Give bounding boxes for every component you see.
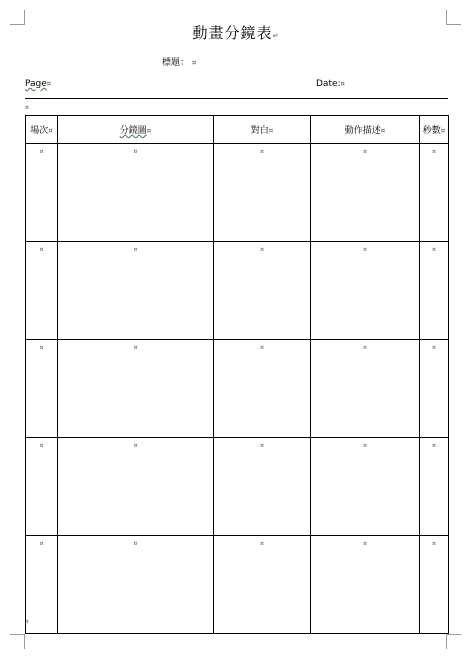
date-field[interactable] <box>316 79 345 89</box>
page-label: Page <box>25 79 47 89</box>
action-cell[interactable]: ¤ <box>311 438 420 536</box>
table-row <box>26 242 449 340</box>
storyboard-cell[interactable]: ¤ <box>58 242 214 340</box>
document-title-line[interactable] <box>0 22 472 43</box>
header-dialogue-label: 對白 <box>250 126 269 136</box>
date-label: Date: <box>316 79 341 89</box>
action-cell[interactable]: ¤ <box>311 340 420 438</box>
header-action[interactable]: 動作描述¤ <box>311 116 420 144</box>
subject-field[interactable] <box>162 55 196 68</box>
subject-label: 標題： <box>162 58 190 68</box>
paragraph-mark: ↵ <box>272 32 280 40</box>
table-row <box>26 144 449 242</box>
storyboard-cell[interactable]: ¤ <box>58 340 214 438</box>
header-seconds[interactable]: 秒數¤ <box>420 116 449 144</box>
header-divider <box>25 98 448 99</box>
seconds-cell[interactable]: ¤ <box>420 438 449 536</box>
scene-cell[interactable]: ¤ <box>26 144 58 242</box>
seconds-cell[interactable]: ¤ <box>420 144 449 242</box>
header-dialogue[interactable]: 對白¤ <box>214 116 311 144</box>
scene-cell[interactable]: ¤ <box>26 536 58 634</box>
header-action-label: 動作描述 <box>344 126 381 136</box>
crop-mark-bottom-left <box>10 634 25 649</box>
dialogue-cell[interactable]: ¤ <box>214 340 311 438</box>
paragraph-mark: ¤ <box>25 618 29 625</box>
header-scene[interactable]: 場次¤ <box>26 116 58 144</box>
document-title: 動畫分鏡表 <box>192 24 273 42</box>
header-seconds-label: 秒數 <box>422 126 441 136</box>
dialogue-cell[interactable]: ¤ <box>214 438 311 536</box>
seconds-cell[interactable]: ¤ <box>420 340 449 438</box>
crop-mark-bottom-right <box>446 634 461 649</box>
storyboard-cell[interactable]: ¤ <box>58 536 214 634</box>
cell-mark: ¤ <box>340 80 346 88</box>
scene-cell[interactable]: ¤ <box>26 242 58 340</box>
action-cell[interactable]: ¤ <box>311 536 420 634</box>
table-row <box>26 536 449 634</box>
seconds-cell[interactable]: ¤ <box>420 536 449 634</box>
cell-mark: ¤ <box>191 59 197 67</box>
cell-mark: ¤ <box>46 80 52 88</box>
dialogue-cell[interactable]: ¤ <box>214 144 311 242</box>
dialogue-cell[interactable]: ¤ <box>214 242 311 340</box>
storyboard-cell[interactable]: ¤ <box>58 144 214 242</box>
seconds-cell[interactable]: ¤ <box>420 242 449 340</box>
page-field[interactable] <box>25 79 51 89</box>
storyboard-cell[interactable]: ¤ <box>58 438 214 536</box>
header-storyboard[interactable]: 分鏡圖¤ <box>58 116 214 144</box>
paragraph-mark: ¤ <box>25 104 29 111</box>
table-header-row <box>26 116 449 144</box>
storyboard-table <box>25 115 449 634</box>
action-cell[interactable]: ¤ <box>311 242 420 340</box>
table-row <box>26 340 449 438</box>
header-storyboard-label: 分鏡圖 <box>119 126 147 136</box>
scene-cell[interactable]: ¤ <box>26 340 58 438</box>
scene-cell[interactable]: ¤ <box>26 438 58 536</box>
dialogue-cell[interactable]: ¤ <box>214 536 311 634</box>
table-row <box>26 438 449 536</box>
header-scene-label: 場次 <box>30 126 49 136</box>
action-cell[interactable]: ¤ <box>311 144 420 242</box>
